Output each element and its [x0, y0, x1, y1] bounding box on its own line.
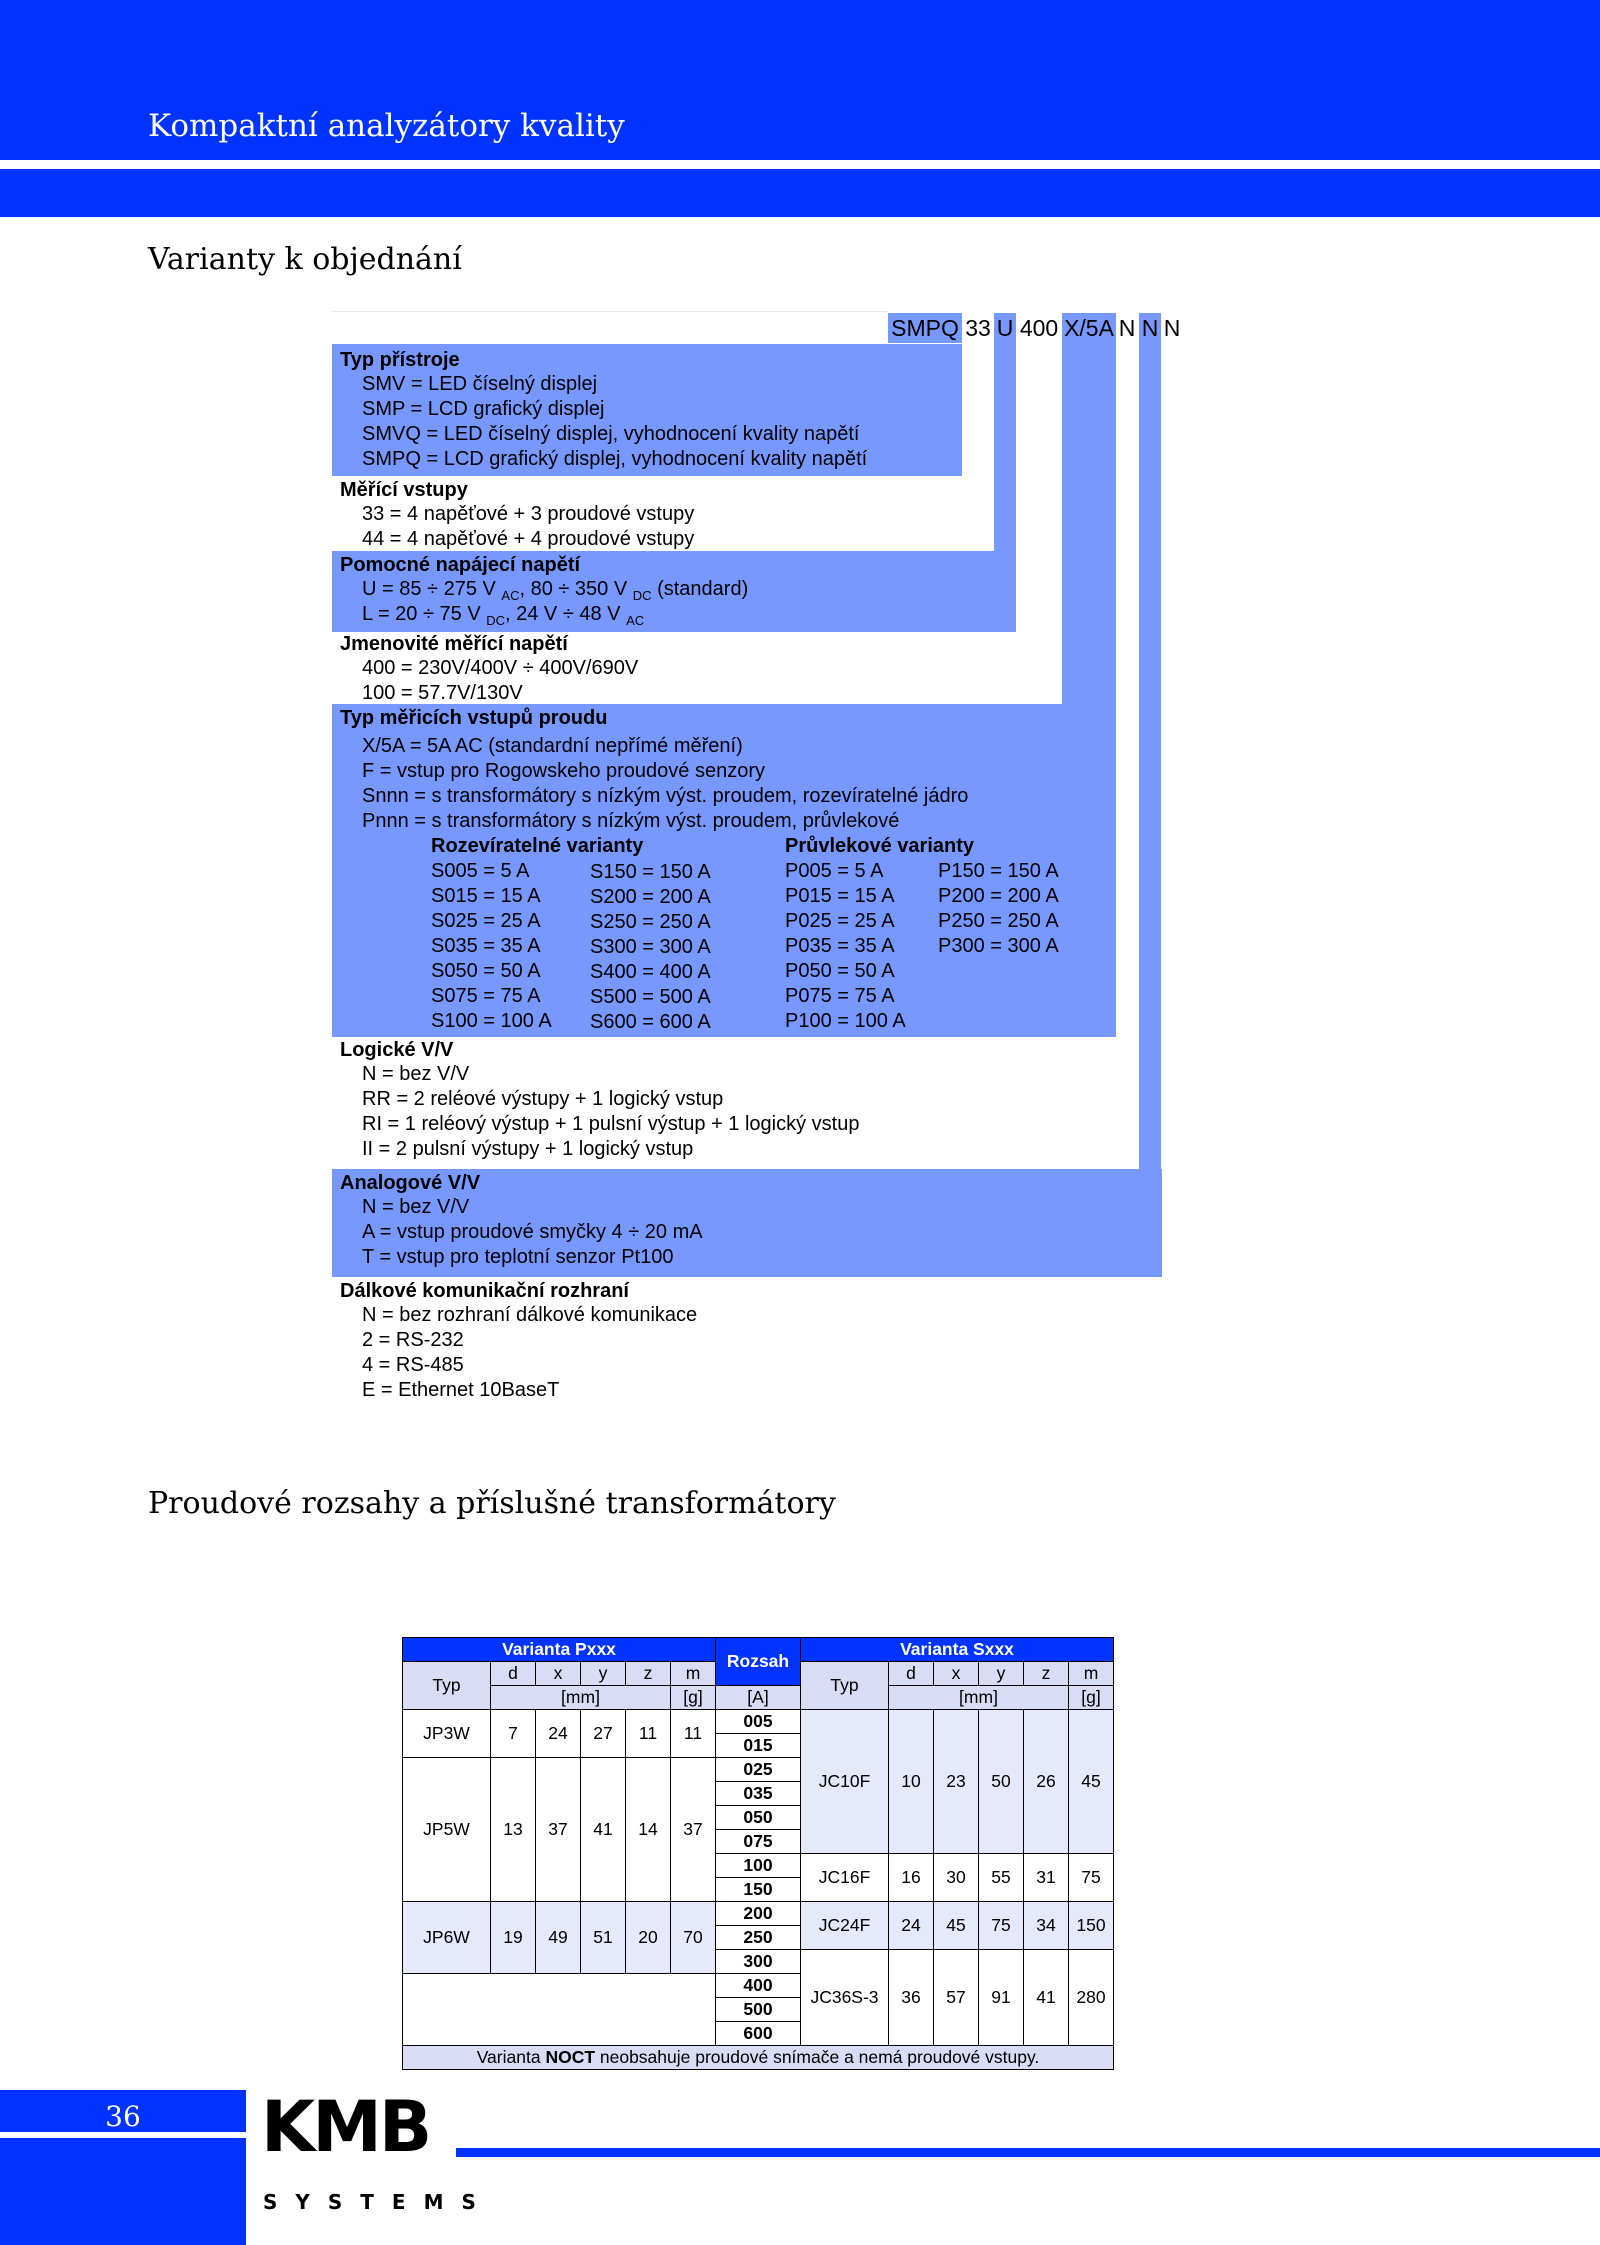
range-cell: 300 — [716, 1950, 801, 1974]
group-jmen — [332, 632, 1062, 704]
group-proud-heading: Typ měřicích vstupů proudu — [340, 707, 608, 729]
group-jmen-line: 400 = 230V/400V ÷ 400V/690V — [362, 657, 639, 679]
group-komun-line: 2 = RS-232 — [362, 1329, 464, 1351]
p-val: 11 — [671, 1710, 716, 1758]
connector-analog — [1139, 343, 1161, 1169]
col-dim: m — [1069, 1662, 1114, 1686]
s-val: 41 — [1024, 1950, 1069, 2046]
group-logic-heading: Logické V/V — [340, 1039, 454, 1061]
col-dim: d — [889, 1662, 934, 1686]
range-cell: 200 — [716, 1902, 801, 1926]
s-val: 50 — [979, 1710, 1024, 1854]
s-val: 45 — [934, 1902, 979, 1950]
s-typ: JC24F — [801, 1902, 889, 1950]
empty-cell — [403, 1974, 716, 2046]
p-val: 49 — [536, 1902, 581, 1974]
pru-item: P250 = 250 A — [938, 910, 1059, 932]
range-cell: 500 — [716, 1998, 801, 2022]
p-val: 13 — [491, 1758, 536, 1902]
unit-g: [g] — [1069, 1686, 1114, 1710]
pru-item: P005 = 5 A — [785, 860, 884, 882]
roz-item: S500 = 500 A — [590, 986, 711, 1008]
pru-item: P300 = 300 A — [938, 935, 1059, 957]
roz-item: S400 = 400 A — [590, 961, 711, 983]
roz-item: S200 = 200 A — [590, 886, 711, 908]
p-val: 14 — [626, 1758, 671, 1902]
roz-item: S250 = 250 A — [590, 911, 711, 933]
group-meric-line: 33 = 4 napěťové + 3 proudové vstupy — [362, 503, 695, 525]
group-analog-heading: Analogové V/V — [340, 1172, 481, 1194]
pru-item: P150 = 150 A — [938, 860, 1059, 882]
group-proud-line: Snnn = s transformátory s nízkým výst. proudem, rozevíratelné jádro — [362, 785, 969, 807]
group-komun-heading: Dálkové komunikační rozhraní — [340, 1280, 629, 1302]
pru-item: P015 = 15 A — [785, 885, 895, 907]
s-val: 36 — [889, 1950, 934, 2046]
page-number: 36 — [105, 2100, 141, 2133]
range-cell: 025 — [716, 1758, 801, 1782]
s-typ: JC10F — [801, 1710, 889, 1854]
pxxx-heading: Varianta Pxxx — [403, 1638, 716, 1662]
header-title: Kompaktní analyzátory kvality — [148, 108, 625, 144]
s-val: 280 — [1069, 1950, 1114, 2046]
unit-mm: [mm] — [491, 1686, 671, 1710]
group-typ — [332, 344, 962, 476]
s-val: 24 — [889, 1902, 934, 1950]
group-logic-line: N = bez V/V — [362, 1063, 470, 1085]
s-val: 75 — [979, 1902, 1024, 1950]
col-dim: x — [934, 1662, 979, 1686]
transformer-table — [402, 1637, 1114, 2070]
range-cell: 050 — [716, 1806, 801, 1830]
col-dim: y — [979, 1662, 1024, 1686]
roz-heading: Rozevíratelné varianty — [431, 835, 644, 857]
code-part-proud: X/5A — [1062, 313, 1116, 343]
header-divider — [0, 160, 1600, 166]
s-val: 75 — [1069, 1854, 1114, 1902]
group-komun-line: 4 = RS-485 — [362, 1354, 464, 1376]
group-proud-line: Pnnn = s transformátory s nízkým výst. proudem, průvlekové — [362, 810, 900, 832]
group-proud-line: F = vstup pro Rogowskeho proudové senzory — [362, 760, 765, 782]
code-guide — [332, 311, 888, 312]
col-typ-p: Typ — [403, 1662, 491, 1710]
s-val: 26 — [1024, 1710, 1069, 1854]
col-dim: z — [1024, 1662, 1069, 1686]
p-val: 11 — [626, 1710, 671, 1758]
pru-col2 — [938, 859, 1059, 959]
s-typ: JC36S-3 — [801, 1950, 889, 2046]
s-val: 16 — [889, 1854, 934, 1902]
napajeni-line-l: L = 20 ÷ 75 V $_{DC}$, 24 V ÷ 48 V $_{AC}$ — [362, 603, 645, 628]
code-part-napajeni: U — [994, 313, 1016, 343]
roz-item: S025 = 25 A — [431, 910, 541, 932]
roz-item: S015 = 15 A — [431, 885, 541, 907]
roz-item: S035 = 35 A — [431, 935, 541, 957]
pru-item: P100 = 100 A — [785, 1010, 906, 1032]
range-cell: 075 — [716, 1830, 801, 1854]
group-analog-line: A = vstup proudové smyčky 4 ÷ 20 mA — [362, 1221, 703, 1243]
p-val: 24 — [536, 1710, 581, 1758]
group-typ-heading: Typ přístroje — [340, 349, 460, 371]
sxxx-heading: Varianta Sxxx — [801, 1638, 1114, 1662]
range-cell: 015 — [716, 1734, 801, 1758]
p-typ: JP6W — [403, 1902, 491, 1974]
col-dim: d — [491, 1662, 536, 1686]
roz-item: S300 = 300 A — [590, 936, 711, 958]
roz-item: S100 = 100 A — [431, 1010, 552, 1032]
group-napajeni — [332, 551, 1016, 632]
p-val: 20 — [626, 1902, 671, 1974]
range-cell: 100 — [716, 1854, 801, 1878]
p-val: 19 — [491, 1902, 536, 1974]
pru-item: P050 = 50 A — [785, 960, 895, 982]
code-part-komun: N — [1163, 315, 1181, 341]
group-analog — [332, 1169, 1162, 1277]
group-typ-line: SMPQ = LCD grafický displej, vyhodnocení kvality napětí — [362, 448, 868, 470]
p-val: 37 — [536, 1758, 581, 1902]
range-cell: 150 — [716, 1878, 801, 1902]
group-jmen-heading: Jmenovité měřící napětí — [340, 633, 568, 655]
pru-item: P200 = 200 A — [938, 885, 1059, 907]
p-val: 41 — [581, 1758, 626, 1902]
group-typ-line: SMVQ = LED číselný displej, vyhodnocení kvality napětí — [362, 423, 860, 445]
s-val: 23 — [934, 1710, 979, 1854]
group-komun — [332, 1279, 1162, 1409]
p-val: 27 — [581, 1710, 626, 1758]
col-dim: m — [671, 1662, 716, 1686]
range-cell: 600 — [716, 2022, 801, 2046]
group-logic — [332, 1037, 1138, 1169]
kmb-logo: KMB — [261, 2086, 430, 2168]
range-cell: 250 — [716, 1926, 801, 1950]
napajeni-line-u: U = 85 ÷ 275 V $_{AC}$, 80 ÷ 350 V $_{DC}$ (standard) — [362, 578, 749, 603]
s-val: 91 — [979, 1950, 1024, 2046]
group-logic-line: RI = 1 reléový výstup + 1 pulsní výstup + 1 logický vstup — [362, 1113, 860, 1135]
pru-item: P035 = 35 A — [785, 935, 895, 957]
code-part-jmen: 400 — [1019, 315, 1059, 341]
section-title-ranges: Proudové rozsahy a příslušné transformátory — [148, 1486, 836, 1521]
p-val: 51 — [581, 1902, 626, 1974]
roz-item: S600 = 600 A — [590, 1011, 711, 1033]
p-val: 37 — [671, 1758, 716, 1902]
col-dim: x — [536, 1662, 581, 1686]
code-part-meric: 33 — [965, 315, 991, 341]
group-meric — [332, 476, 994, 550]
kmb-logo-systems: SYSTEMS — [263, 2190, 494, 2214]
group-meric-line: 44 = 4 napěťové + 4 proudové vstupy — [362, 528, 695, 550]
group-typ-line: SMP = LCD grafický displej — [362, 398, 605, 420]
group-logic-line: II = 2 pulsní výstupy + 1 logický vstup — [362, 1138, 694, 1160]
group-analog-line: T = vstup pro teplotní senzor Pt100 — [362, 1246, 674, 1268]
s-val: 150 — [1069, 1902, 1114, 1950]
p-typ: JP3W — [403, 1710, 491, 1758]
p-val: 7 — [491, 1710, 536, 1758]
roz-item: S150 = 150 A — [590, 861, 711, 883]
s-val: 31 — [1024, 1854, 1069, 1902]
unit-a: [A] — [716, 1686, 801, 1710]
p-val: 70 — [671, 1902, 716, 1974]
roz-col2 — [590, 860, 711, 1035]
group-jmen-line: 100 = 57.7V/130V — [362, 682, 523, 704]
roz-item: S075 = 75 A — [431, 985, 541, 1007]
code-part-analog: N — [1139, 313, 1161, 343]
group-analog-line: N = bez V/V — [362, 1196, 470, 1218]
code-part-logic: N — [1118, 315, 1136, 341]
s-val: 57 — [934, 1950, 979, 2046]
roz-item: S005 = 5 A — [431, 860, 530, 882]
group-meric-heading: Měřící vstupy — [340, 479, 468, 501]
group-napajeni-heading: Pomocné napájecí napětí — [340, 554, 581, 576]
group-proud-line: X/5A = 5A AC (standardní nepřímé měření) — [362, 735, 743, 757]
p-typ: JP5W — [403, 1758, 491, 1902]
range-cell: 005 — [716, 1710, 801, 1734]
col-typ-s: Typ — [801, 1662, 889, 1710]
unit-mm: [mm] — [889, 1686, 1069, 1710]
s-val: 45 — [1069, 1710, 1114, 1854]
group-logic-line: RR = 2 reléové výstupy + 1 logický vstup — [362, 1088, 724, 1110]
s-val: 34 — [1024, 1902, 1069, 1950]
pru-item: P075 = 75 A — [785, 985, 895, 1007]
s-typ: JC16F — [801, 1854, 889, 1902]
col-dim: z — [626, 1662, 671, 1686]
group-komun-line: E = Ethernet 10BaseT — [362, 1379, 560, 1401]
s-val: 30 — [934, 1854, 979, 1902]
s-val: 10 — [889, 1710, 934, 1854]
group-typ-line: SMV = LED číselný displej — [362, 373, 598, 395]
header-bar-lower — [0, 169, 1600, 217]
range-cell: 400 — [716, 1974, 801, 1998]
group-komun-line: N = bez rozhraní dálkové komunikace — [362, 1304, 698, 1326]
s-val: 55 — [979, 1854, 1024, 1902]
range-cell: 035 — [716, 1782, 801, 1806]
col-dim: y — [581, 1662, 626, 1686]
unit-g: [g] — [671, 1686, 716, 1710]
table-footnote: Varianta NOCT neobsahuje proudové snímače a nemá proudové vstupy. — [403, 2046, 1114, 2070]
footer-rule — [456, 2148, 1600, 2157]
rozsah-heading: Rozsah — [716, 1638, 801, 1686]
roz-item: S050 = 50 A — [431, 960, 541, 982]
section-title-order: Varianty k objednání — [148, 242, 462, 277]
code-part-typ: SMPQ — [888, 313, 962, 343]
pru-heading: Průvlekové varianty — [785, 835, 974, 857]
pru-item: P025 = 25 A — [785, 910, 895, 932]
